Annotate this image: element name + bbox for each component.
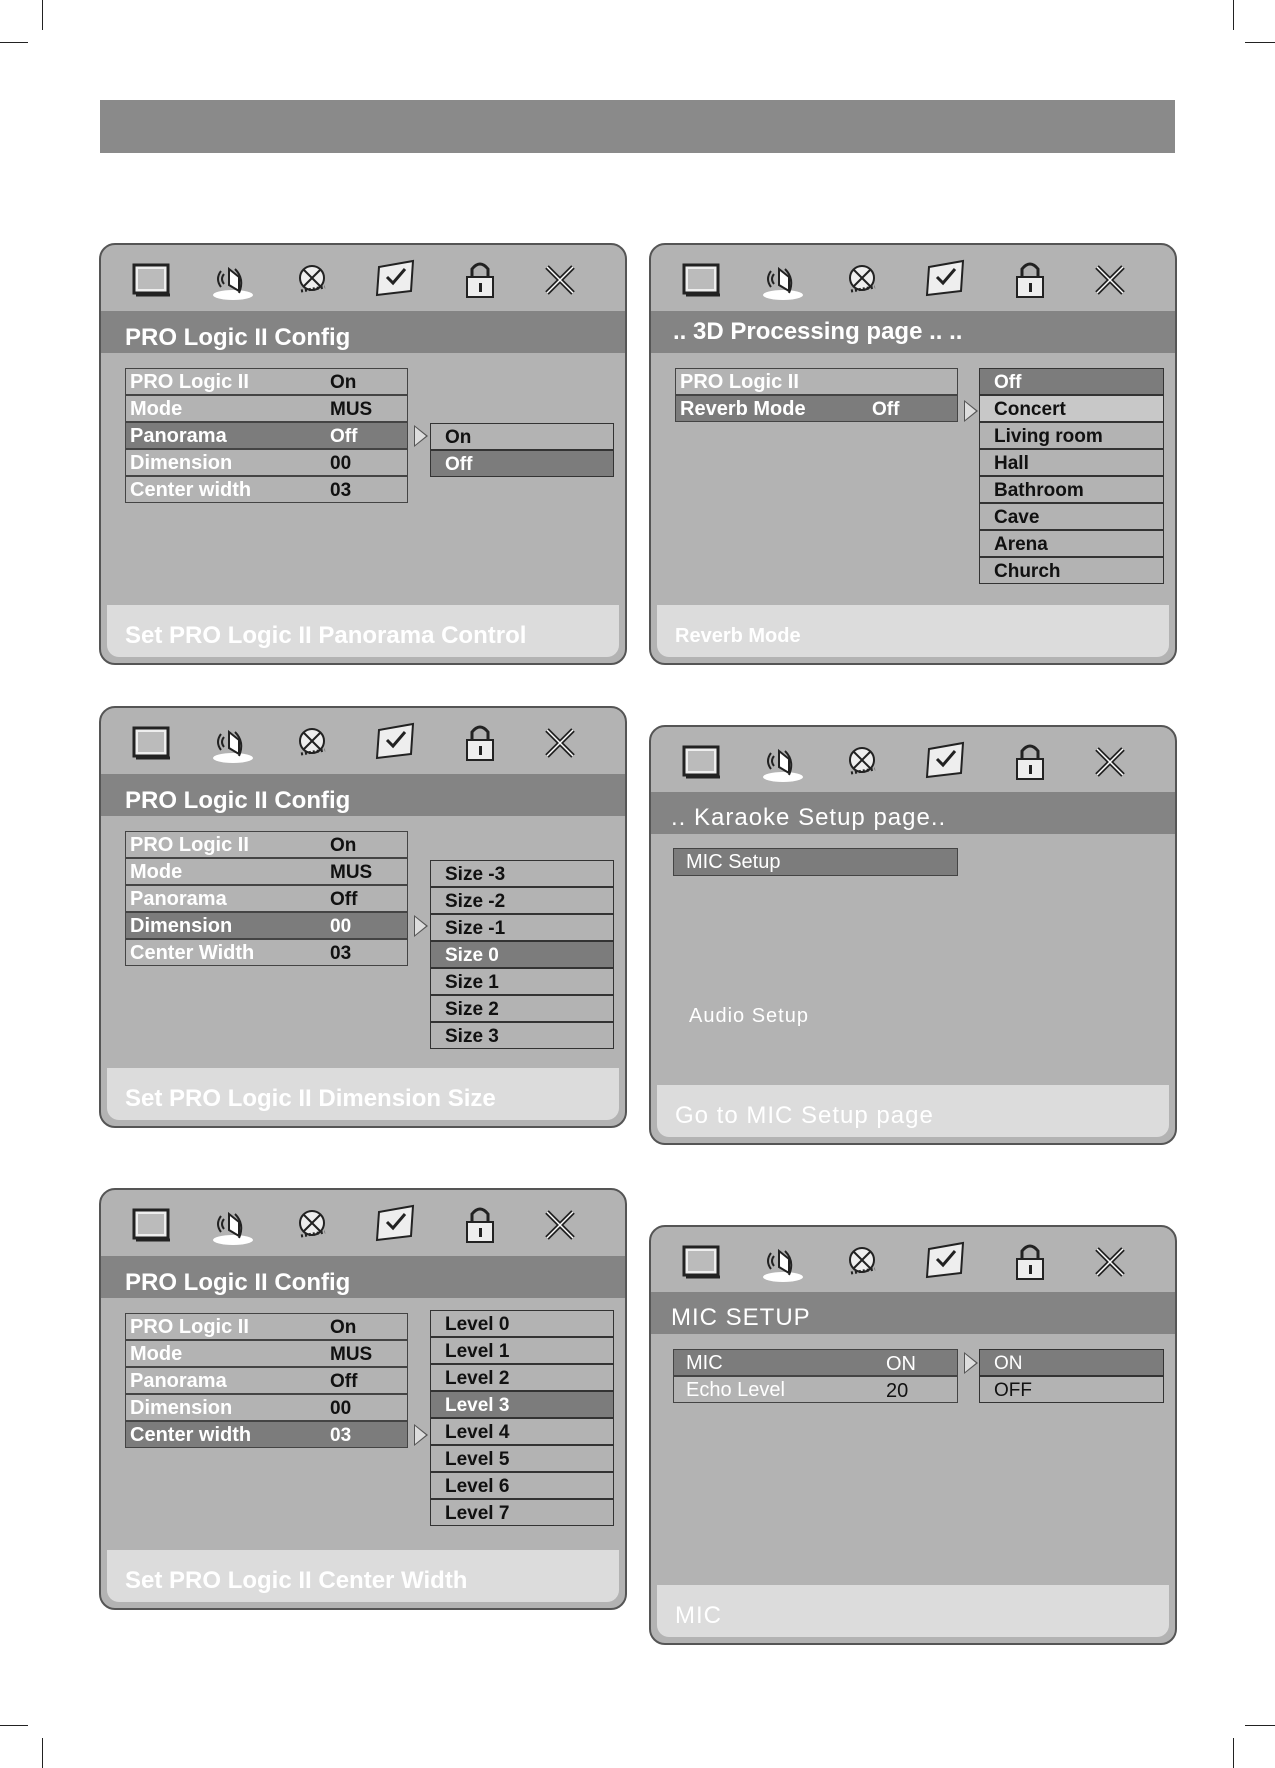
tv-screen-icon[interactable] [129, 1202, 175, 1248]
option-item[interactable]: Size -3 [430, 860, 614, 887]
row-value: Off [330, 889, 358, 910]
option-item[interactable]: Living room [979, 422, 1164, 449]
option-item[interactable]: OFF [979, 1376, 1164, 1403]
row-label: PRO Logic II [680, 371, 799, 393]
close-icon[interactable] [537, 720, 583, 766]
panel-title: PRO Logic II Config [101, 311, 625, 353]
checkbox-icon[interactable] [923, 1239, 969, 1285]
panel-title: MIC SETUP [651, 1292, 1175, 1334]
crop-mark [1233, 0, 1234, 30]
speaker-audio-icon[interactable] [759, 739, 805, 785]
option-list [979, 368, 1164, 584]
crop-mark [42, 1738, 43, 1768]
row-label: Center Width [130, 942, 255, 964]
status-bar: Reverb Mode [657, 605, 1169, 657]
close-icon[interactable] [537, 257, 583, 303]
row-label: PRO Logic II [130, 371, 249, 393]
submenu-arrow-icon [414, 425, 428, 447]
crop-mark [1233, 1738, 1234, 1768]
menu-row-selected[interactable] [673, 1349, 958, 1376]
osd-panel-panorama [99, 243, 627, 665]
osd-panel-dimension [99, 706, 627, 1128]
option-item-selected[interactable]: ON [979, 1349, 1164, 1376]
panel-title: .. 3D Processing page .. .. [651, 311, 1175, 353]
settings-menu [125, 1313, 408, 1448]
row-value: 00 [330, 916, 352, 937]
submenu-arrow-icon [964, 1352, 978, 1374]
submenu-arrow-icon [414, 915, 428, 937]
lock-icon[interactable] [457, 1202, 503, 1248]
osd-toolbar [101, 1190, 625, 1256]
row-value: ON [886, 1353, 916, 1375]
speaker-audio-icon[interactable] [209, 720, 255, 766]
menu-row[interactable] [125, 1313, 408, 1340]
close-icon[interactable] [1087, 1239, 1133, 1285]
submenu-arrow-icon [414, 1424, 428, 1446]
osd-panel-mic-setup [649, 1225, 1177, 1645]
tv-screen-icon[interactable] [679, 739, 725, 785]
status-bar: MIC [657, 1585, 1169, 1637]
disc-icon[interactable] [839, 1239, 885, 1285]
menu-row-selected[interactable] [673, 848, 958, 876]
option-item-selected[interactable]: Size 0 [430, 941, 614, 968]
osd-toolbar [651, 245, 1175, 311]
status-bar: Set PRO Logic II Dimension Size [107, 1068, 619, 1120]
settings-menu [125, 368, 408, 503]
row-label: PRO Logic II [130, 1316, 249, 1338]
menu-row-selected[interactable] [675, 395, 958, 422]
speaker-audio-icon[interactable] [759, 1239, 805, 1285]
settings-menu [125, 831, 408, 966]
row-value: 00 [330, 453, 352, 474]
option-item[interactable]: Level 6 [430, 1472, 614, 1499]
disc-icon[interactable] [289, 257, 335, 303]
page-header-bar [100, 100, 1175, 153]
osd-toolbar [651, 727, 1175, 793]
lock-icon[interactable] [1007, 739, 1053, 785]
disc-icon[interactable] [289, 1202, 335, 1248]
row-label: Echo Level [686, 1379, 785, 1401]
tv-screen-icon[interactable] [679, 1239, 725, 1285]
row-value: On [330, 1317, 357, 1338]
menu-row[interactable] [125, 395, 408, 422]
option-item[interactable]: Size 1 [430, 968, 614, 995]
close-icon[interactable] [537, 1202, 583, 1248]
lock-icon[interactable] [1007, 1239, 1053, 1285]
lock-icon[interactable] [457, 257, 503, 303]
tv-screen-icon[interactable] [129, 720, 175, 766]
panel-title: PRO Logic II Config [101, 774, 625, 816]
option-list [430, 1310, 614, 1526]
row-label: Center width [130, 1424, 252, 1446]
option-item[interactable]: Church [979, 557, 1164, 584]
row-label: MIC Setup [686, 851, 781, 873]
row-label: Panorama [130, 888, 227, 910]
row-label: MIC [686, 1352, 723, 1374]
panel-title: PRO Logic II Config [101, 1256, 625, 1298]
option-item-selected[interactable]: Level 3 [430, 1391, 614, 1418]
option-item[interactable]: Size -2 [430, 887, 614, 914]
option-item[interactable]: Arena [979, 530, 1164, 557]
option-list [430, 423, 614, 477]
menu-row[interactable] [125, 1340, 408, 1367]
menu-row[interactable] [125, 368, 408, 395]
disc-icon[interactable] [839, 257, 885, 303]
option-item[interactable]: Level 7 [430, 1499, 614, 1526]
option-item[interactable]: Hall [979, 449, 1164, 476]
menu-row[interactable] [125, 939, 408, 966]
row-label: Panorama [130, 1370, 227, 1392]
checkbox-icon[interactable] [923, 739, 969, 785]
settings-menu [673, 1349, 958, 1403]
menu-row[interactable] [675, 368, 958, 395]
menu-row-selected[interactable] [125, 912, 408, 939]
row-value: 03 [330, 943, 352, 964]
option-item[interactable]: Size 2 [430, 995, 614, 1022]
option-item[interactable]: Level 2 [430, 1364, 614, 1391]
osd-panel-center-width [99, 1188, 627, 1610]
row-label: Center width [130, 479, 252, 501]
menu-row[interactable] [125, 885, 408, 912]
menu-row[interactable] [125, 476, 408, 503]
row-value: MUS [330, 862, 373, 883]
tv-screen-icon[interactable] [679, 257, 725, 303]
lock-icon[interactable] [1007, 257, 1053, 303]
row-value: Off [872, 399, 900, 420]
close-icon[interactable] [1087, 257, 1133, 303]
menu-row[interactable] [125, 1367, 408, 1394]
row-label: Reverb Mode [680, 398, 806, 420]
row-label: Mode [130, 861, 183, 883]
row-label: Dimension [130, 1397, 233, 1419]
status-bar: Go to MIC Setup page [657, 1085, 1169, 1137]
settings-menu [675, 368, 958, 422]
speaker-audio-icon[interactable] [759, 257, 805, 303]
row-value: On [330, 835, 357, 856]
checkbox-icon[interactable] [373, 1202, 419, 1248]
menu-row-selected[interactable] [125, 422, 408, 449]
settings-menu [673, 848, 958, 876]
osd-toolbar [651, 1227, 1175, 1293]
osd-panel-3d-processing [649, 243, 1177, 665]
crop-mark [0, 42, 28, 43]
row-label: Mode [130, 1343, 183, 1365]
row-value: On [330, 372, 357, 393]
panel-title: .. Karaoke Setup page.. [651, 792, 1175, 834]
lock-icon[interactable] [457, 720, 503, 766]
audio-setup-label: Audio Setup [689, 1005, 809, 1027]
status-bar: Set PRO Logic II Center Width [107, 1550, 619, 1602]
row-value: 03 [330, 1425, 352, 1446]
option-list [979, 1349, 1164, 1403]
option-item[interactable]: Level 0 [430, 1310, 614, 1337]
row-value: 03 [330, 480, 352, 501]
menu-row[interactable] [125, 449, 408, 476]
row-label: Panorama [130, 425, 227, 447]
option-item[interactable]: Size 3 [430, 1022, 614, 1049]
crop-mark [0, 1725, 28, 1726]
submenu-arrow-icon [964, 400, 978, 422]
row-label: Mode [130, 398, 183, 420]
tv-screen-icon[interactable] [129, 257, 175, 303]
row-value: 20 [886, 1380, 909, 1402]
option-list [430, 860, 614, 1049]
osd-toolbar [101, 708, 625, 774]
crop-mark [1245, 42, 1275, 43]
option-item[interactable]: Level 5 [430, 1445, 614, 1472]
status-bar: Set PRO Logic II Panorama Control [107, 605, 619, 657]
option-item[interactable]: Bathroom [979, 476, 1164, 503]
row-value: Off [330, 1371, 358, 1392]
crop-mark [42, 0, 43, 30]
row-value: MUS [330, 399, 373, 420]
row-value: Off [330, 426, 358, 447]
row-label: PRO Logic II [130, 834, 249, 856]
row-label: Dimension [130, 452, 233, 474]
speaker-audio-icon[interactable] [209, 1202, 255, 1248]
menu-row-selected[interactable] [125, 1421, 408, 1448]
menu-row[interactable] [125, 858, 408, 885]
close-icon[interactable] [1087, 739, 1133, 785]
crop-mark [1245, 1725, 1275, 1726]
option-item[interactable]: Size -1 [430, 914, 614, 941]
checkbox-icon[interactable] [923, 257, 969, 303]
option-item[interactable]: Cave [979, 503, 1164, 530]
option-item[interactable]: Level 1 [430, 1337, 614, 1364]
checkbox-icon[interactable] [373, 720, 419, 766]
menu-row[interactable] [125, 831, 408, 858]
checkbox-icon[interactable] [373, 257, 419, 303]
row-label: Dimension [130, 915, 233, 937]
disc-icon[interactable] [289, 720, 335, 766]
option-item-selected[interactable]: Off [979, 368, 1164, 395]
row-value: MUS [330, 1344, 373, 1365]
option-item[interactable]: Level 4 [430, 1418, 614, 1445]
row-value: 00 [330, 1398, 352, 1419]
menu-row[interactable] [673, 1376, 958, 1403]
option-item-selected[interactable]: Off [430, 450, 614, 477]
speaker-audio-icon[interactable] [209, 257, 255, 303]
menu-row[interactable] [125, 1394, 408, 1421]
disc-icon[interactable] [839, 739, 885, 785]
osd-panel-karaoke [649, 725, 1177, 1145]
option-item[interactable]: Concert [979, 395, 1164, 422]
option-item[interactable]: On [430, 423, 614, 450]
osd-toolbar [101, 245, 625, 311]
